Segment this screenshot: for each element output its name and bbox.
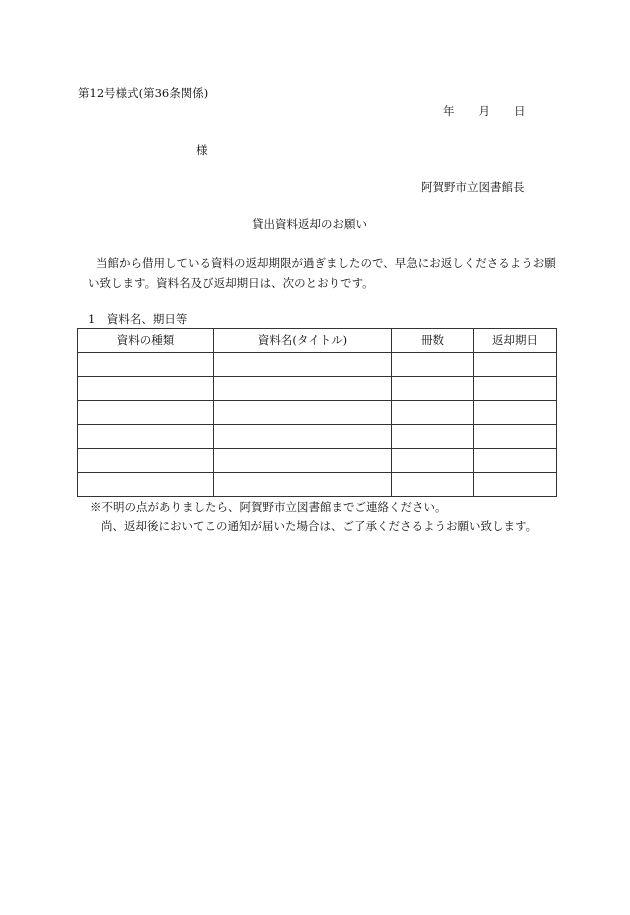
loan-items-table xyxy=(77,328,557,497)
table-cell xyxy=(392,473,474,497)
table-cell xyxy=(392,425,474,449)
table-cell xyxy=(78,353,214,377)
table-cell xyxy=(214,473,392,497)
table-row xyxy=(78,401,557,425)
table-cell xyxy=(214,353,392,377)
table-row xyxy=(78,449,557,473)
table-cell xyxy=(474,473,557,497)
column-header-volume-count: 冊数 xyxy=(392,329,474,353)
table-row xyxy=(78,473,557,497)
table-cell xyxy=(474,353,557,377)
table-cell xyxy=(474,425,557,449)
date-day-label: 日 xyxy=(514,104,526,118)
form-number: 第12号様式(第36条関係) xyxy=(78,86,209,100)
body-paragraph: 当館から借用している資料の返却期限が過ぎましたので、早急にお返しくださるようお願い致します。資料名及び返却期日は、次のとおりです。 xyxy=(88,256,556,290)
column-header-material-title: 資料名(タイトル) xyxy=(214,329,392,353)
table-cell xyxy=(78,401,214,425)
sender-name: 阿賀野市立図書館長 xyxy=(421,180,525,194)
table-cell xyxy=(214,425,392,449)
document-title: 貸出資料返却のお願い xyxy=(252,217,367,231)
table-cell xyxy=(214,449,392,473)
addressee-suffix: 様 xyxy=(196,143,208,157)
table-cell xyxy=(78,425,214,449)
table-row xyxy=(78,353,557,377)
table-cell xyxy=(392,401,474,425)
table-row xyxy=(78,425,557,449)
table-cell xyxy=(392,449,474,473)
table-cell xyxy=(392,377,474,401)
table-cell xyxy=(474,377,557,401)
table-header-row xyxy=(78,329,557,353)
section-heading: 1 資料名、期日等 xyxy=(88,312,188,326)
table-cell xyxy=(392,353,474,377)
table-row xyxy=(78,377,557,401)
table-cell xyxy=(78,377,214,401)
table-cell xyxy=(474,401,557,425)
table-cell xyxy=(474,449,557,473)
table-cell xyxy=(78,473,214,497)
table-cell xyxy=(214,401,392,425)
column-header-return-date: 返却期日 xyxy=(474,329,557,353)
table-cell xyxy=(214,377,392,401)
table-cell xyxy=(78,449,214,473)
column-header-material-type: 資料の種類 xyxy=(78,329,214,353)
contact-note: ※不明の点がありましたら、阿賀野市立図書館までご連絡ください。 xyxy=(90,500,447,514)
date-year-label: 年 xyxy=(443,104,455,118)
date-month-label: 月 xyxy=(478,104,490,118)
apology-note: 尚、返却後においてこの通知が届いた場合は、ご了承くださるようお願い致します。 xyxy=(101,519,538,533)
date-line xyxy=(443,106,526,118)
